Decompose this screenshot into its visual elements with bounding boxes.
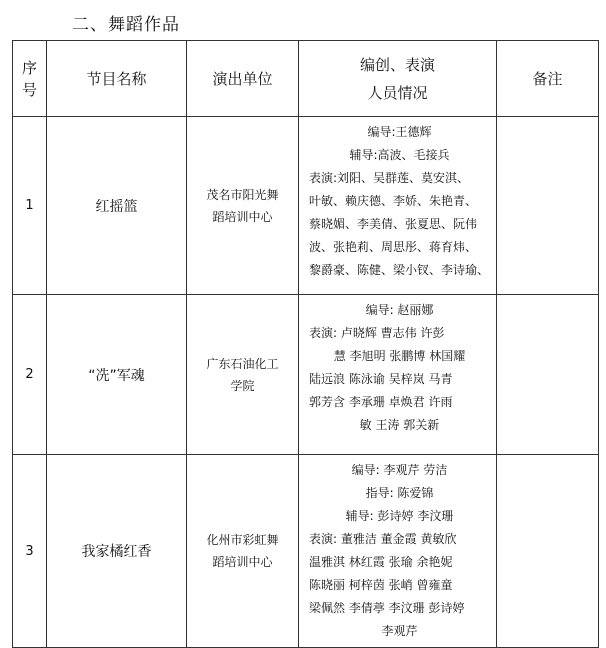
row-unit-line: 蹈培训中心 [212, 209, 273, 224]
row-unit-line: 化州市彩虹舞 [206, 533, 279, 547]
table-row [13, 455, 599, 648]
header-remark: 备注 [497, 41, 599, 117]
header-seq-line2: 号 [21, 80, 37, 99]
row-people [299, 117, 497, 295]
people-line: 编导:王德辉 [367, 125, 432, 139]
row-remark [497, 295, 599, 455]
row-unit-line: 茂名市阳光舞 [206, 187, 279, 202]
row-unit [187, 117, 299, 295]
header-seq [13, 41, 47, 117]
row-unit-line: 学院 [230, 378, 255, 393]
table-row [13, 117, 599, 295]
people-line: 陈晓丽 柯梓茵 张峭 曾雍童 [309, 578, 453, 592]
row-unit [187, 295, 299, 455]
people-line: 编导: 赵丽娜 [365, 303, 434, 317]
table-header-row [13, 41, 599, 117]
row-seq: 1 [13, 117, 47, 295]
header-name: 节目名称 [47, 41, 187, 117]
header-unit: 演出单位 [187, 41, 299, 117]
row-unit-line: 广东石油化工 [206, 356, 279, 371]
header-people-line2: 人员情况 [367, 83, 428, 102]
row-seq: 3 [13, 455, 47, 648]
table-row [13, 295, 599, 455]
people-line: 编导: 李观芹 劳洁 [351, 463, 448, 477]
row-remark [497, 117, 599, 295]
row-people [299, 455, 497, 648]
people-line: 表演:刘阳、吴群莲、莫安淇、 [309, 171, 470, 185]
people-line: 辅导:高波、毛接兵 [349, 148, 450, 162]
row-name: 红摇篮 [47, 117, 187, 295]
section-heading: 二、舞蹈作品 [72, 15, 180, 35]
people-line: 李观芹 [381, 624, 418, 638]
people-line: 叶敏、赖庆德、李娇、朱艳青、 [309, 194, 478, 208]
people-line: 陆远浪 陈泳谕 吴梓岚 马青 [309, 372, 453, 386]
people-line: 波、张艳莉、周思彤、蒋育炜、 [309, 240, 478, 254]
people-line: 蔡晓媚、李美倩、张夏思、阮伟 [309, 217, 478, 231]
people-line: 慧 李旭明 张鹏博 林国耀 [333, 349, 466, 363]
people-line: 黎爵豪、陈健、梁小钗、李诗瑜、 [309, 263, 490, 277]
header-people-line1: 编创、表演 [359, 55, 435, 74]
row-seq: 2 [13, 295, 47, 455]
row-unit [187, 455, 299, 648]
row-unit-line: 蹈培训中心 [212, 555, 273, 569]
people-line: 郭芳含 李承珊 卓焕君 许雨 [309, 395, 453, 409]
row-name: “冼”军魂 [47, 295, 187, 455]
row-people [299, 295, 497, 455]
people-line: 温雅淇 林红霞 张瑜 余艳妮 [309, 555, 453, 569]
row-remark [497, 455, 599, 648]
row-name: 我家橘红香 [47, 455, 187, 648]
people-line: 辅导: 彭诗婷 李汶珊 [345, 509, 454, 523]
people-line: 敏 王涛 郭关新 [359, 418, 440, 432]
header-people [299, 41, 497, 117]
header-seq-line1: 序 [21, 58, 37, 77]
people-line: 表演: 卢晓辉 曹志伟 许彭 [309, 326, 445, 340]
people-line: 指导: 陈爱锦 [365, 486, 434, 500]
people-line: 表演: 董雅洁 董金霞 黄敏欣 [309, 532, 457, 546]
people-line: 梁佩然 李倩葶 李汶珊 彭诗婷 [309, 601, 465, 615]
dance-works-table [12, 40, 599, 648]
